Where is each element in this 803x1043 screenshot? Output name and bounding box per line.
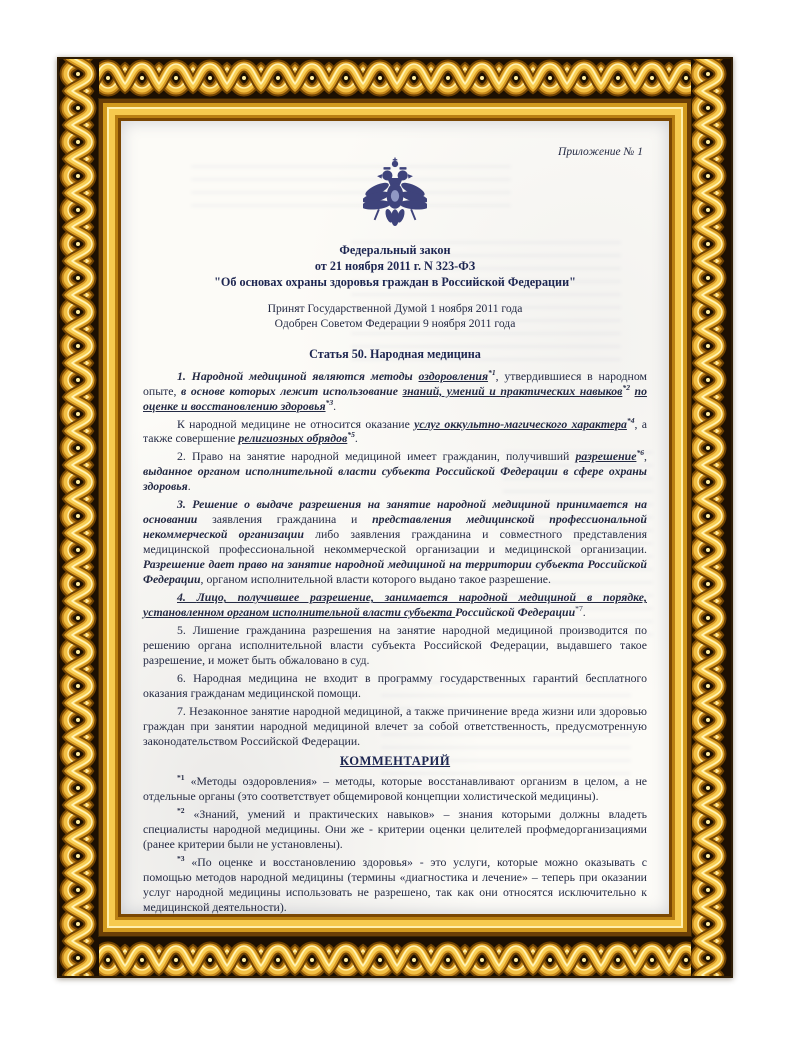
gold-frame	[57, 57, 733, 978]
text-run: разрешение	[575, 449, 637, 464]
text-run: услуг оккультно-магического характера	[414, 416, 627, 431]
text-run: знаний, умений и практических навыков	[402, 383, 623, 398]
text-run: 5. Лишение гражданина разрешения на занятие народной медициной производится по решению органа исполнительной власти субъекта Российской Федерации, выдавшего такое разрешение, и может быть обжаловано в суд.	[143, 623, 647, 668]
commentary-note-3	[143, 855, 647, 914]
text-run: *1	[177, 772, 185, 782]
text-run: 3.	[177, 497, 193, 512]
text-run: в основе которых лежит использование	[181, 383, 403, 398]
text-run: 4.	[177, 590, 197, 605]
law-date-line: от 21 ноября 2011 г. N 323-ФЗ	[314, 258, 476, 273]
article-paragraph-1	[143, 369, 647, 414]
emblem-row	[143, 156, 647, 236]
text-run: Разрешение дает право на занятие народной медициной на территории субъекта Российской Федерации	[143, 557, 647, 587]
text-run: заявления гражданина и	[212, 512, 373, 527]
text-run: представления медицинской профессиональной некоммерческой организации	[143, 512, 647, 542]
text-run: , а также совершение	[143, 416, 648, 446]
text-run: *7	[575, 604, 583, 614]
adoption-block	[143, 301, 647, 332]
text-run: либо заявления гражданина и совместного представления медицинской профессиональной некоммерческой организации и медицинской организации.	[143, 527, 647, 557]
text-run: Решение о выдаче разрешения на занятие народной медициной принимается на основании	[143, 497, 648, 527]
adopted-line: Принят Государственной Думой 1 ноября 2011 года	[267, 301, 523, 315]
document-content	[121, 121, 669, 914]
text-run: «Методы оздоровления» – методы, которые восстанавливают организм в целом, а не отдельные органы (это соответствует общемировой концепции холистической медицины).	[143, 773, 647, 803]
commentary-body	[143, 774, 647, 914]
text-run: Народной медициной являются методы	[191, 368, 419, 383]
document-paper	[121, 121, 669, 914]
law-name-line: "Об основах охраны здоровья граждан в Российской Федерации"	[214, 274, 576, 289]
law-heading	[143, 242, 647, 290]
article-paragraph-7	[143, 704, 647, 749]
text-run: 6. Народная медицина не входит в программу государственных гарантий бесплатного оказания гражданам медицинской помощи.	[143, 671, 647, 700]
text-run: оздоровления	[418, 368, 489, 383]
commentary-note-2	[143, 807, 647, 852]
article-paragraph-2	[143, 449, 647, 494]
text-run: Лицо, получившее разрешение, занимается народной медициной в порядке, установленном органом исполнительной власти субъекта	[143, 590, 647, 620]
text-run: .	[582, 605, 586, 620]
text-run: *4	[626, 415, 635, 425]
text-run: «Знаний, умений и практических навыков» – знания которыми должны владеть специалисты народной медицины. Они же - критерии оценки целителей профмедорганизациями (ранее критерии были не установлены).	[143, 806, 647, 851]
article-title: Статья 50. Народная медицина	[309, 347, 481, 362]
text-run: 7. Незаконное занятие народной медициной, а также причинение вреда жизни или здоровью граждан при занятии народной медициной влечет за собой ответственность, предусмотренную законодательством Российской Федерации.	[143, 703, 647, 748]
text-run: *3	[177, 853, 185, 863]
text-run: ,	[644, 449, 647, 464]
text-run: *2	[177, 805, 185, 815]
article-paragraph-3	[143, 497, 647, 587]
text-run: 1.	[177, 368, 192, 383]
law-title: Федеральный закон	[339, 242, 451, 257]
text-run: .	[187, 479, 191, 494]
text-run: *2	[622, 382, 630, 392]
text-run: .	[354, 431, 358, 446]
annex-label: Приложение № 1	[558, 146, 643, 158]
commentary-title: КОММЕНТАРИЙ	[339, 753, 451, 768]
text-run: выданное органом исполнительной власти субъекта Российской Федерации в сфере охраны здоровья	[143, 464, 647, 494]
text-run: «По оценке и восстановлению здоровья» - это услуги, которые можно оказывать с помощью методов народной медицины (термины «диагностика и лечение» – теперь при оказании услуг народной медицины использовать не разрешено, так как они относятся исключительно к медицинской деятельности).	[143, 854, 647, 914]
article-paragraph-5	[143, 623, 647, 668]
text-run: по оценке и восстановлению здоровья	[143, 383, 648, 413]
russia-coat-of-arms-icon	[363, 156, 427, 232]
article-paragraph-4	[143, 590, 647, 620]
text-run: 2. Право на занятие народной медициной имеет гражданин, получивший	[177, 449, 576, 464]
text-run: *1	[488, 367, 496, 377]
text-run: *6	[636, 448, 645, 458]
text-run: религиозных обрядов	[238, 431, 348, 446]
text-run: К народной медицине не относится оказание	[177, 416, 415, 431]
text-run: Российской Федерации	[455, 605, 576, 620]
text-run: *5	[347, 430, 355, 440]
text-run: , утвердившиеся в народном опыте,	[143, 368, 648, 398]
article-paragraph-6	[143, 671, 647, 701]
article-paragraph-1a	[143, 417, 647, 447]
article-body	[143, 369, 647, 749]
text-run: , органом исполнительной власти которого выдано такое разрешение.	[200, 572, 551, 587]
text-run: *3	[325, 397, 334, 407]
commentary-note-1	[143, 774, 647, 804]
approved-line: Одобрен Советом Федерации 9 ноября 2011 года	[274, 317, 516, 331]
text-run: .	[333, 398, 337, 413]
